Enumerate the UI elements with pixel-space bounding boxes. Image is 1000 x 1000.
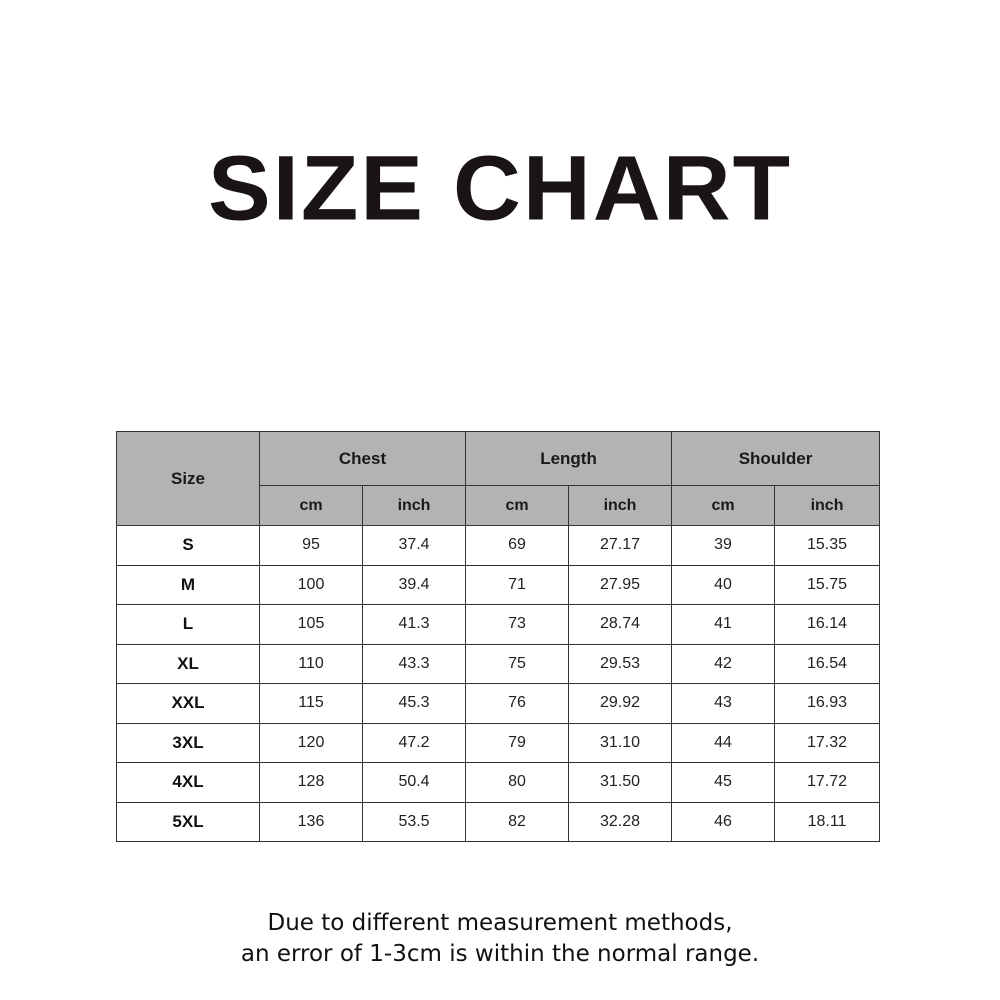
value-cell: 100 bbox=[260, 565, 363, 605]
size-cell: 5XL bbox=[117, 802, 260, 842]
value-cell: 15.75 bbox=[775, 565, 880, 605]
value-cell: 110 bbox=[260, 644, 363, 684]
value-cell: 46 bbox=[672, 802, 775, 842]
value-cell: 15.35 bbox=[775, 526, 880, 566]
value-cell: 69 bbox=[466, 526, 569, 566]
chest-header: Chest bbox=[260, 432, 466, 486]
measurement-note bbox=[0, 908, 1000, 970]
value-cell: 28.74 bbox=[569, 605, 672, 645]
value-cell: 115 bbox=[260, 684, 363, 724]
value-cell: 71 bbox=[466, 565, 569, 605]
table-body bbox=[117, 526, 880, 842]
value-cell: 128 bbox=[260, 763, 363, 803]
page-title: SIZE CHART bbox=[208, 136, 792, 239]
value-cell: 27.17 bbox=[569, 526, 672, 566]
value-cell: 17.32 bbox=[775, 723, 880, 763]
length-header: Length bbox=[466, 432, 672, 486]
value-cell: 31.10 bbox=[569, 723, 672, 763]
table-row bbox=[117, 605, 880, 645]
chest-cm-header: cm bbox=[260, 486, 363, 526]
shoulder-cm-header: cm bbox=[672, 486, 775, 526]
value-cell: 31.50 bbox=[569, 763, 672, 803]
header-group-row bbox=[117, 432, 880, 486]
value-cell: 95 bbox=[260, 526, 363, 566]
table-row bbox=[117, 684, 880, 724]
value-cell: 45.3 bbox=[363, 684, 466, 724]
size-cell: M bbox=[117, 565, 260, 605]
size-cell: XXL bbox=[117, 684, 260, 724]
value-cell: 44 bbox=[672, 723, 775, 763]
value-cell: 41.3 bbox=[363, 605, 466, 645]
value-cell: 75 bbox=[466, 644, 569, 684]
value-cell: 76 bbox=[466, 684, 569, 724]
value-cell: 16.14 bbox=[775, 605, 880, 645]
value-cell: 18.11 bbox=[775, 802, 880, 842]
value-cell: 53.5 bbox=[363, 802, 466, 842]
size-cell: S bbox=[117, 526, 260, 566]
value-cell: 82 bbox=[466, 802, 569, 842]
value-cell: 16.54 bbox=[775, 644, 880, 684]
value-cell: 79 bbox=[466, 723, 569, 763]
size-cell: XL bbox=[117, 644, 260, 684]
value-cell: 39.4 bbox=[363, 565, 466, 605]
length-cm-header: cm bbox=[466, 486, 569, 526]
value-cell: 45 bbox=[672, 763, 775, 803]
size-cell: 3XL bbox=[117, 723, 260, 763]
value-cell: 17.72 bbox=[775, 763, 880, 803]
value-cell: 120 bbox=[260, 723, 363, 763]
table-row bbox=[117, 723, 880, 763]
table-row bbox=[117, 802, 880, 842]
value-cell: 29.53 bbox=[569, 644, 672, 684]
value-cell: 40 bbox=[672, 565, 775, 605]
size-cell: 4XL bbox=[117, 763, 260, 803]
table-row bbox=[117, 644, 880, 684]
value-cell: 50.4 bbox=[363, 763, 466, 803]
length-inch-header: inch bbox=[569, 486, 672, 526]
value-cell: 80 bbox=[466, 763, 569, 803]
value-cell: 43 bbox=[672, 684, 775, 724]
value-cell: 42 bbox=[672, 644, 775, 684]
value-cell: 47.2 bbox=[363, 723, 466, 763]
size-table bbox=[116, 431, 880, 842]
value-cell: 41 bbox=[672, 605, 775, 645]
value-cell: 27.95 bbox=[569, 565, 672, 605]
size-cell: L bbox=[117, 605, 260, 645]
value-cell: 39 bbox=[672, 526, 775, 566]
note-line-1: Due to different measurement methods, bbox=[267, 910, 733, 936]
value-cell: 136 bbox=[260, 802, 363, 842]
value-cell: 105 bbox=[260, 605, 363, 645]
table-header bbox=[117, 432, 880, 526]
value-cell: 73 bbox=[466, 605, 569, 645]
table-row bbox=[117, 565, 880, 605]
value-cell: 29.92 bbox=[569, 684, 672, 724]
size-column-header: Size bbox=[117, 432, 260, 526]
chest-inch-header: inch bbox=[363, 486, 466, 526]
table-row bbox=[117, 763, 880, 803]
value-cell: 37.4 bbox=[363, 526, 466, 566]
shoulder-inch-header: inch bbox=[775, 486, 880, 526]
table-row bbox=[117, 526, 880, 566]
value-cell: 32.28 bbox=[569, 802, 672, 842]
value-cell: 43.3 bbox=[363, 644, 466, 684]
value-cell: 16.93 bbox=[775, 684, 880, 724]
shoulder-header: Shoulder bbox=[672, 432, 880, 486]
note-line-2: an error of 1-3cm is within the normal range. bbox=[240, 941, 760, 967]
